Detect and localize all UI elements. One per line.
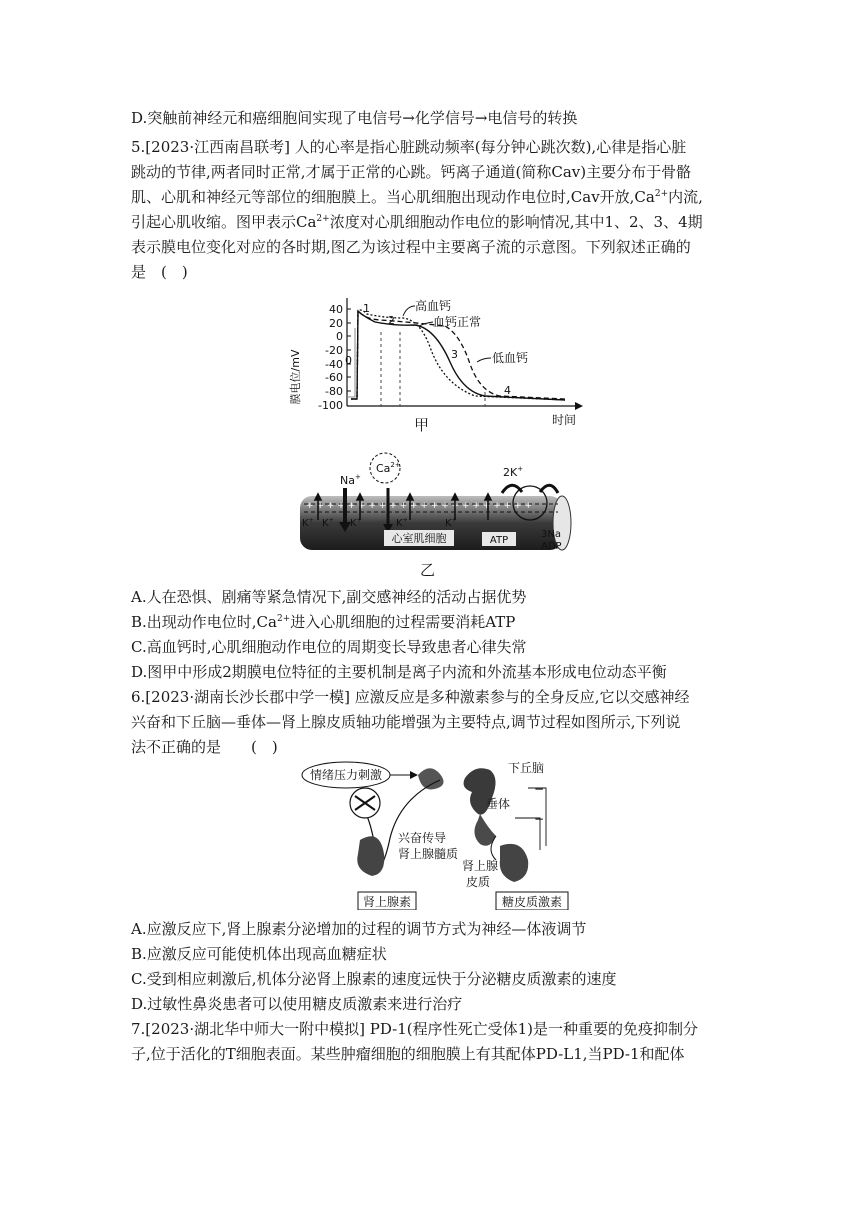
2k-label: 2K+ xyxy=(503,465,524,479)
q5-option-d: D.图甲中形成2期膜电位特征的主要机制是离子内流和外流基本形成电位动态平衡 xyxy=(131,663,667,681)
y-tick: -20 xyxy=(325,344,343,357)
cortex-label-1: 肾上腺 xyxy=(462,859,499,873)
q6-option-b: B.应激反应可能使机体出现高血糖症状 xyxy=(131,945,387,963)
q5-option-c: C.高血钙时,心肌细胞动作电位的周期变长导致患者心律失常 xyxy=(131,638,527,656)
k-label: K+ xyxy=(350,517,362,529)
figure-yi-ion-flow xyxy=(290,448,580,560)
figure-yi-caption: 乙 xyxy=(420,561,436,579)
stimulus-label: 情绪压力刺激 xyxy=(309,768,383,782)
adrenal-gland-right xyxy=(500,844,528,882)
q5-stem-line-6: 是 ( ) xyxy=(131,263,188,281)
pituitary-label: 垂体 xyxy=(486,797,511,811)
y-tick: -100 xyxy=(318,399,343,412)
k-label: K+ xyxy=(396,517,408,529)
x-axis-arrow xyxy=(575,402,583,410)
figure-stress-response xyxy=(300,758,570,910)
feedback-minus-1: − xyxy=(534,782,545,796)
phase-label-4: 4 xyxy=(504,384,511,397)
q5-stem-line-5: 表示膜电位变化对应的各时期,图乙为该过程中主要离子流的示意图。下列叙述正确的 xyxy=(131,238,691,256)
y-axis-label: 膜电位/mV xyxy=(289,349,302,405)
neuron-body xyxy=(418,768,444,789)
feedback-minus-2: − xyxy=(534,812,545,826)
q5-option-b: B.出现动作电位时$,Ca^{2+}$进入心肌细胞的过程需要消耗ATP xyxy=(131,613,516,631)
phase-label-0: 0 xyxy=(345,354,352,367)
k-label: K+ xyxy=(302,517,314,529)
hypothalamus-label: 下丘脑 xyxy=(508,761,545,775)
adrenaline-label: 肾上腺素 xyxy=(362,895,412,909)
y-tick: 0 xyxy=(336,330,343,343)
q7-stem-line-1: 7.[2023·湖北华中师大一附中模拟] PD-1(程序性死亡受体1)是一种重要的免疫抑制分 xyxy=(131,1020,698,1038)
adrenal-gland-left xyxy=(357,836,384,876)
k-label: K+ xyxy=(445,517,457,529)
cell-label: 心室肌细胞 xyxy=(391,532,447,545)
adp-label: ADP xyxy=(541,541,562,552)
medulla-label: 肾上腺髓质 xyxy=(398,847,459,861)
legend-normal-calcium: 血钙正常 xyxy=(433,315,482,329)
y-tick: 20 xyxy=(329,317,343,330)
atp-label: ATP xyxy=(489,535,509,546)
y-tick: -80 xyxy=(325,385,343,398)
legend-high-calcium: 高血钙 xyxy=(415,299,452,313)
phase-label-3: 3 xyxy=(451,348,458,361)
na-label: Na+ xyxy=(340,473,361,487)
phase-label-1: 1 xyxy=(363,302,370,315)
y-tick: -60 xyxy=(325,371,343,384)
q5-option-a: A.人在恐惧、剧痛等紧急情况下,副交感神经的活动占据优势 xyxy=(131,588,527,606)
svg-text:+ + + + + + + + + + + + + + +: + + + + + + + + + + + + + + + + + + + + + + xyxy=(306,501,532,511)
q7-stem-line-2: 子,位于活化的T细胞表面。某些肿瘤细胞的细胞膜上有其配体PD-L1,当PD-1和配体 xyxy=(131,1045,685,1063)
q6-stem-line-3: 法不正确的是 ( ) xyxy=(131,738,278,756)
y-tick: 40 xyxy=(329,303,343,316)
phase-label-2: 2 xyxy=(388,314,395,327)
q5-stem-line-1: 5.[2023·江西南昌联考] 人的心率是指心脏跳动频率(每分钟心跳次数),心律是指心脏 xyxy=(131,138,687,156)
x-axis-label: 时间 xyxy=(551,413,576,427)
k-label: K+ xyxy=(322,517,334,529)
q4-option-d: D.突触前神经元和癌细胞间实现了电信号→化学信号→电信号的转换 xyxy=(131,109,578,127)
q5-stem-line-2: 跳动的节律,两者同时正常,才属于正常的心跳。钙离子通道(简称Cav)主要分布于骨骼 xyxy=(131,163,692,181)
q6-stem-line-2: 兴奋和下丘脑—垂体—肾上腺皮质轴功能增强为主要特点,调节过程如图所示,下列说 xyxy=(131,713,681,731)
excite-label: 兴奋传导 xyxy=(398,831,447,845)
y-tick: -40 xyxy=(325,358,343,371)
q6-stem-line-1: 6.[2023·湖南长沙长郡中学一模] 应激反应是多种激素参与的全身反应,它以交感神经 xyxy=(131,688,690,706)
cortex-label-2: 皮质 xyxy=(466,875,491,889)
q5-stem-line-3: 肌、心肌和神经元等部位的细胞膜上。当心肌细胞出现动作电位时,Cav开放$,Ca^{2+}$内流, xyxy=(131,188,703,206)
figure-jia-caption: 甲 xyxy=(414,416,430,434)
cortisol-label: 糖皮质激素 xyxy=(501,895,563,909)
q6-option-c: C.受到相应刺激后,机体分泌肾上腺素的速度远快于分泌糖皮质激素的速度 xyxy=(131,970,617,988)
q6-option-a: A.应激反应下,肾上腺素分泌增加的过程的调节方式为神经—体液调节 xyxy=(131,920,587,938)
ca-label: $Ca^{2+}$ xyxy=(376,461,401,475)
q5-stem-line-4: 引起心肌收缩。图甲表示$Ca^{2+}$浓度对心肌细胞动作电位的影响情况,其中1、2、3、4期 xyxy=(131,213,703,231)
figure-jia-action-potential xyxy=(285,292,585,432)
legend-low-calcium: 低血钙 xyxy=(492,351,529,365)
3na-label: 3Na xyxy=(541,529,561,540)
q6-option-d: D.过敏性鼻炎患者可以使用糖皮质激素来进行治疗 xyxy=(131,995,463,1013)
